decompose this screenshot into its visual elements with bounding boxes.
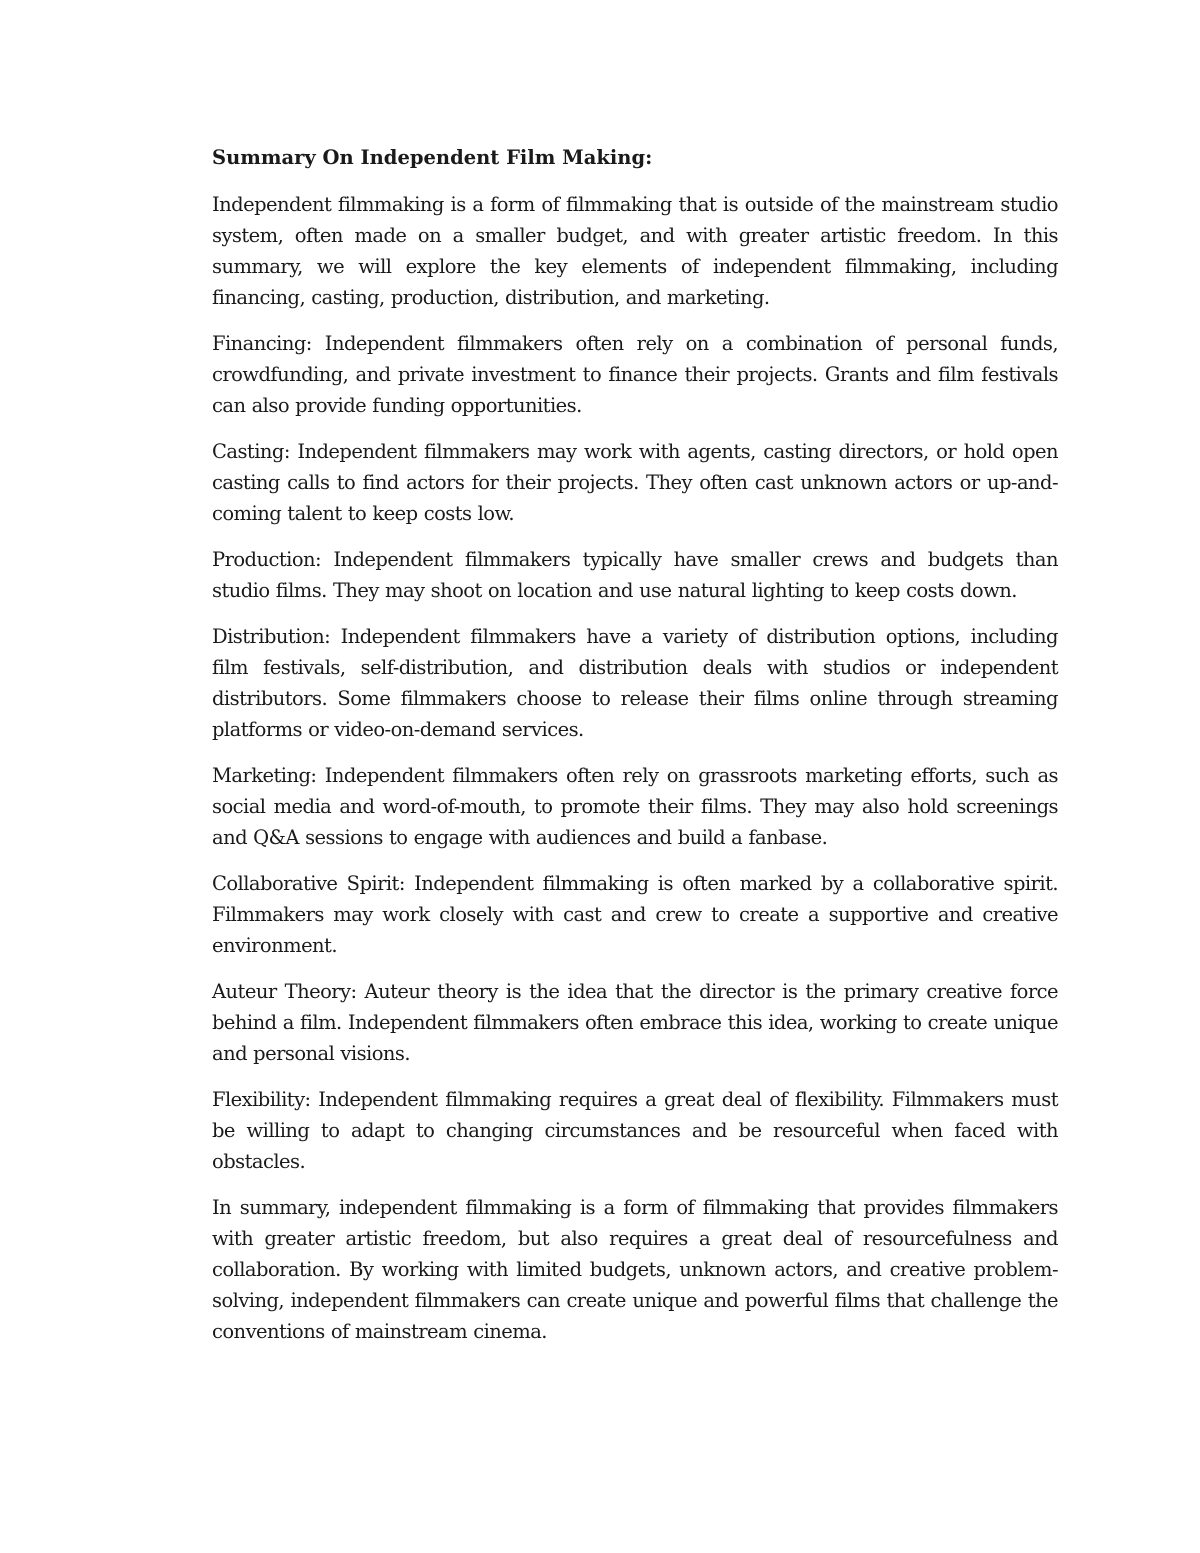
paragraph-flexibility: Flexibility: Independent filmmaking requires a great deal of flexibility. Filmmakers must be willing to adapt to changing circumstances and be resourceful when faced with obstacles.	[212, 1088, 1058, 1173]
paragraph-intro: Independent filmmaking is a form of filmmaking that is outside of the mainstream studio system, often made on a smaller budget, and with greater artistic freedom. In this summary, we will explore the key elements of independent filmmaking, including financing, casting, production, distribution, and marketing.	[212, 193, 1058, 309]
paragraph-casting: Casting: Independent filmmakers may work with agents, casting directors, or hold open casting calls to find actors for their projects. They often cast unknown actors or up-and-coming talent to keep costs low.	[212, 440, 1058, 525]
document-body	[212, 142, 1058, 1362]
paragraph-marketing: Marketing: Independent filmmakers often rely on grassroots marketing efforts, such as social media and word-of-mouth, to promote their films. They may also hold screenings and Q&A sessions to engage with audiences and build a fanbase.	[212, 764, 1058, 849]
paragraph-conclusion: In summary, independent filmmaking is a form of filmmaking that provides filmmakers with greater artistic freedom, but also requires a great deal of resourcefulness and collaboration. By working with limited budgets, unknown actors, and creative problem-solving, independent filmmakers can create unique and powerful films that challenge the conventions of mainstream cinema.	[212, 1196, 1058, 1343]
paragraph-auteur-theory: Auteur Theory: Auteur theory is the idea that the director is the primary creative force behind a film. Independent filmmakers often embrace this idea, working to create unique and personal visions.	[212, 980, 1058, 1065]
document-title: Summary On Independent Film Making:	[212, 146, 653, 169]
paragraph-distribution: Distribution: Independent filmmakers have a variety of distribution options, including film festivals, self-distribution, and distribution deals with studios or independent distributors. Some filmmakers choose to release their films online through streaming platforms or video-on-demand services.	[212, 625, 1058, 741]
paragraph-financing: Financing: Independent filmmakers often rely on a combination of personal funds, crowdfunding, and private investment to finance their projects. Grants and film festivals can also provide funding opportunities.	[212, 332, 1058, 417]
paragraph-collaborative-spirit: Collaborative Spirit: Independent filmmaking is often marked by a collaborative spirit. Filmmakers may work closely with cast and crew to create a supportive and creative environment.	[212, 872, 1058, 957]
paragraph-production: Production: Independent filmmakers typically have smaller crews and budgets than studio films. They may shoot on location and use natural lighting to keep costs down.	[212, 548, 1058, 602]
